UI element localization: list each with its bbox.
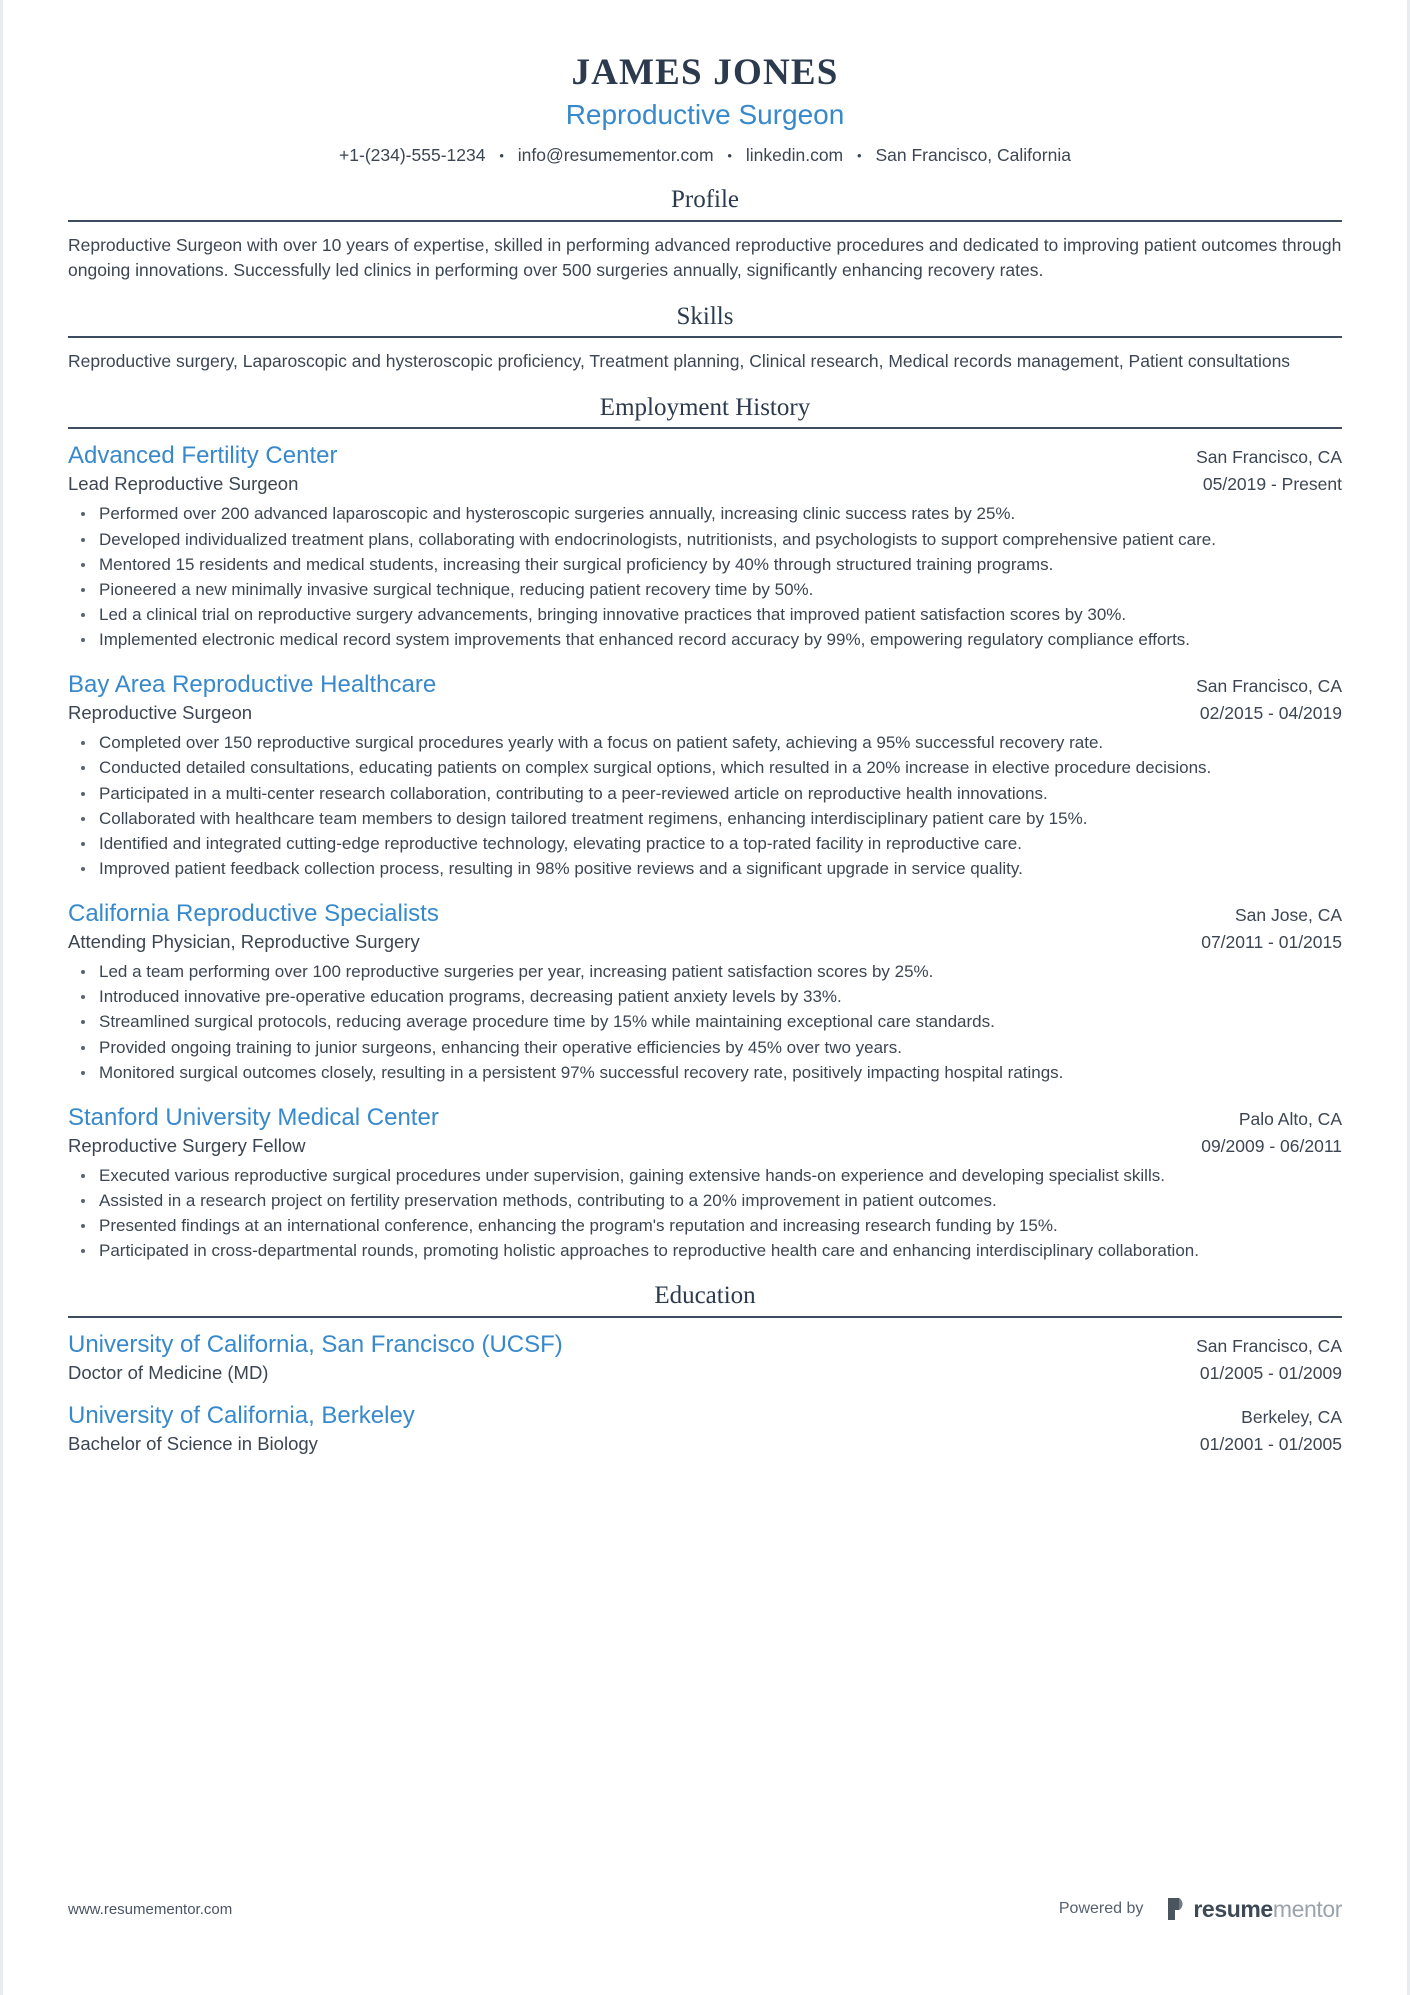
degree-title: Bachelor of Science in Biology xyxy=(68,1433,318,1455)
employment-entry-subheader xyxy=(68,472,1342,497)
education-dates: 01/2001 - 01/2005 xyxy=(1199,1434,1342,1455)
achievement-item: Developed individualized treatment plans, collaborating with endocrinologists, nutritionists, and psychologists to support comprehensive patient care. xyxy=(68,528,1342,552)
school-name: University of California, Berkeley xyxy=(68,1401,415,1429)
achievement-list xyxy=(68,960,1342,1085)
achievement-list xyxy=(68,731,1342,881)
employer-location: San Francisco, CA xyxy=(1196,676,1342,697)
employment-entry-subheader xyxy=(68,1134,1342,1159)
achievement-item: Streamlined surgical protocols, reducing average procedure time by 15% while maintaining exceptional care standards. xyxy=(68,1010,1342,1034)
employer-location: Palo Alto, CA xyxy=(1238,1108,1342,1129)
contact-line xyxy=(68,143,1342,168)
section-education xyxy=(68,1280,1342,1457)
achievement-item: Implemented electronic medical record system improvements that enhanced record accuracy by 99%, empowering regulatory compliance efforts. xyxy=(68,628,1342,652)
powered-by-label: Powered by xyxy=(1058,1900,1144,1917)
achievement-item: Performed over 200 advanced laparoscopic and hysteroscopic surgeries annually, increasing clinic success rates by 25%. xyxy=(68,502,1342,526)
achievement-item: Participated in a multi-center research collaboration, contributing to a peer-reviewed article on reproductive health innovations. xyxy=(68,782,1342,806)
achievement-item: Assisted in a research project on fertility preservation methods, contributing to a 20% improvement in patient outcomes. xyxy=(68,1189,1342,1213)
resumementor-wordmark xyxy=(1193,1895,1342,1922)
section-title-education: Education xyxy=(654,1282,756,1310)
education-entry xyxy=(68,1329,1342,1386)
degree-title: Doctor of Medicine (MD) xyxy=(68,1361,269,1383)
achievement-item: Pioneered a new minimally invasive surgical technique, reducing patient recovery time by 50%. xyxy=(68,578,1342,602)
achievement-item: Conducted detailed consultations, educating patients on complex surgical options, which resulted in a 20% increase in elective procedure decisions. xyxy=(68,756,1342,780)
contact-email[interactable]: info@resumementor.com xyxy=(517,144,714,165)
school-name: University of California, San Francisco (UCSF) xyxy=(68,1330,563,1358)
employment-entry-list xyxy=(68,440,1342,1263)
employment-dates: 09/2009 - 06/2011 xyxy=(1201,1136,1342,1157)
achievement-item: Collaborated with healthcare team members to design tailored treatment regimens, enhancing interdisciplinary patient care by 15%. xyxy=(68,807,1342,831)
profile-text: Reproductive Surgeon with over 10 years of expertise, skilled in performing advanced reproductive procedures and dedicated to improving patient outcomes through ongoing innovations. Successfully led clinics in performing over 500 surgeries annually, significantly enhancing recovery rates. xyxy=(68,234,1342,281)
employment-entry xyxy=(68,898,1342,1085)
resume-footer xyxy=(68,1897,1342,1921)
education-entry-subheader xyxy=(68,1361,1342,1386)
logo-text-mentor: mentor xyxy=(1272,1895,1342,1922)
employment-entry-header xyxy=(68,1102,1342,1133)
section-divider xyxy=(68,1316,1342,1318)
section-employment-history xyxy=(68,392,1342,1264)
page-left-border xyxy=(0,0,3,1995)
employer-name: California Reproductive Specialists xyxy=(68,900,439,928)
achievement-item: Executed various reproductive surgical procedures under supervision, gaining extensive hands-on experience and developing specialist skills. xyxy=(68,1164,1342,1188)
section-skills xyxy=(68,301,1342,375)
section-divider xyxy=(68,220,1342,222)
job-role-title: Reproductive Surgeon xyxy=(68,702,253,724)
education-entry-list xyxy=(68,1329,1342,1457)
employment-entry-header xyxy=(68,669,1342,700)
employment-dates: 07/2011 - 01/2015 xyxy=(1201,932,1342,953)
footer-branding xyxy=(1059,1897,1342,1921)
school-location: Berkeley, CA xyxy=(1241,1406,1342,1427)
education-entry-header xyxy=(68,1329,1342,1360)
achievement-item: Presented findings at an international conference, enhancing the program's reputation and increasing research funding by 15%. xyxy=(68,1214,1342,1238)
employment-entry-subheader xyxy=(68,930,1342,955)
education-entry xyxy=(68,1400,1342,1457)
section-divider xyxy=(68,336,1342,338)
section-title-skills: Skills xyxy=(676,303,734,331)
achievement-item: Led a team performing over 100 reproductive surgeries per year, increasing patient satisfaction scores by 25%. xyxy=(68,960,1342,984)
contact-separator-icon: • xyxy=(857,148,862,164)
achievement-item: Completed over 150 reproductive surgical procedures yearly with a focus on patient safety, achieving a 95% successful recovery rate. xyxy=(68,731,1342,755)
achievement-item: Identified and integrated cutting-edge reproductive technology, elevating practice to a top-rated facility in reproductive care. xyxy=(68,832,1342,856)
employment-dates: 05/2019 - Present xyxy=(1202,474,1342,495)
candidate-job-title: Reproductive Surgeon xyxy=(565,99,845,131)
section-divider xyxy=(68,427,1342,429)
contact-separator-icon: • xyxy=(499,148,504,164)
employment-dates: 02/2015 - 04/2019 xyxy=(1199,703,1342,724)
education-entry-subheader xyxy=(68,1432,1342,1457)
achievement-item: Improved patient feedback collection process, resulting in 98% positive reviews and a significant upgrade in service quality. xyxy=(68,857,1342,881)
skills-text: Reproductive surgery, Laparoscopic and hysteroscopic proficiency, Treatment planning, Clinical research, Medical records management, Patient consultations xyxy=(68,351,1291,372)
section-title-employment: Employment History xyxy=(599,393,811,421)
job-role-title: Lead Reproductive Surgeon xyxy=(68,473,299,495)
achievement-list xyxy=(68,502,1342,652)
contact-linkedin[interactable]: linkedin.com xyxy=(745,144,844,165)
contact-phone: +1-(234)-555-1234 xyxy=(339,144,486,165)
job-role-title: Reproductive Surgery Fellow xyxy=(68,1135,306,1157)
employer-name: Bay Area Reproductive Healthcare xyxy=(68,671,437,699)
employer-name: Stanford University Medical Center xyxy=(68,1103,439,1131)
employer-location: San Francisco, CA xyxy=(1196,447,1342,468)
employment-entry xyxy=(68,440,1342,652)
achievement-item: Participated in cross-departmental rounds, promoting holistic approaches to reproductive health care and enhancing interdisciplinary collaboration. xyxy=(68,1239,1342,1263)
achievement-item: Monitored surgical outcomes closely, resulting in a persistent 97% successful recovery rate, positively impacting hospital ratings. xyxy=(68,1061,1342,1085)
logo-text-resume: resume xyxy=(1193,1895,1273,1922)
employment-entry xyxy=(68,1102,1342,1264)
achievement-item: Provided ongoing training to junior surgeons, enhancing their operative efficiencies by 45% over two years. xyxy=(68,1036,1342,1060)
education-dates: 01/2005 - 01/2009 xyxy=(1199,1362,1342,1383)
achievement-list xyxy=(68,1164,1342,1264)
resume-header xyxy=(68,0,1342,167)
resumementor-mark-icon xyxy=(1166,1897,1188,1921)
section-profile xyxy=(68,184,1342,284)
education-entry-header xyxy=(68,1400,1342,1431)
employment-entry xyxy=(68,669,1342,881)
achievement-item: Led a clinical trial on reproductive surgery advancements, bringing innovative practices that improved patient satisfaction scores by 30%. xyxy=(68,603,1342,627)
contact-separator-icon: • xyxy=(727,148,732,164)
achievement-item: Introduced innovative pre-operative education programs, decreasing patient anxiety levels by 33%. xyxy=(68,985,1342,1009)
employer-name: Advanced Fertility Center xyxy=(68,442,338,470)
achievement-item: Mentored 15 residents and medical students, increasing their surgical proficiency by 40% through structured training programs. xyxy=(68,553,1342,577)
resumementor-logo xyxy=(1166,1897,1342,1921)
footer-website-url[interactable]: www.resumementor.com xyxy=(68,1900,233,1918)
school-location: San Francisco, CA xyxy=(1196,1335,1342,1356)
section-title-profile: Profile xyxy=(670,186,740,214)
candidate-name: JAMES JONES xyxy=(571,52,839,93)
employment-entry-header xyxy=(68,440,1342,471)
employer-location: San Jose, CA xyxy=(1235,905,1342,926)
job-role-title: Attending Physician, Reproductive Surgery xyxy=(68,931,420,953)
contact-location: San Francisco, California xyxy=(875,144,1071,165)
employment-entry-header xyxy=(68,898,1342,929)
employment-entry-subheader xyxy=(68,701,1342,726)
